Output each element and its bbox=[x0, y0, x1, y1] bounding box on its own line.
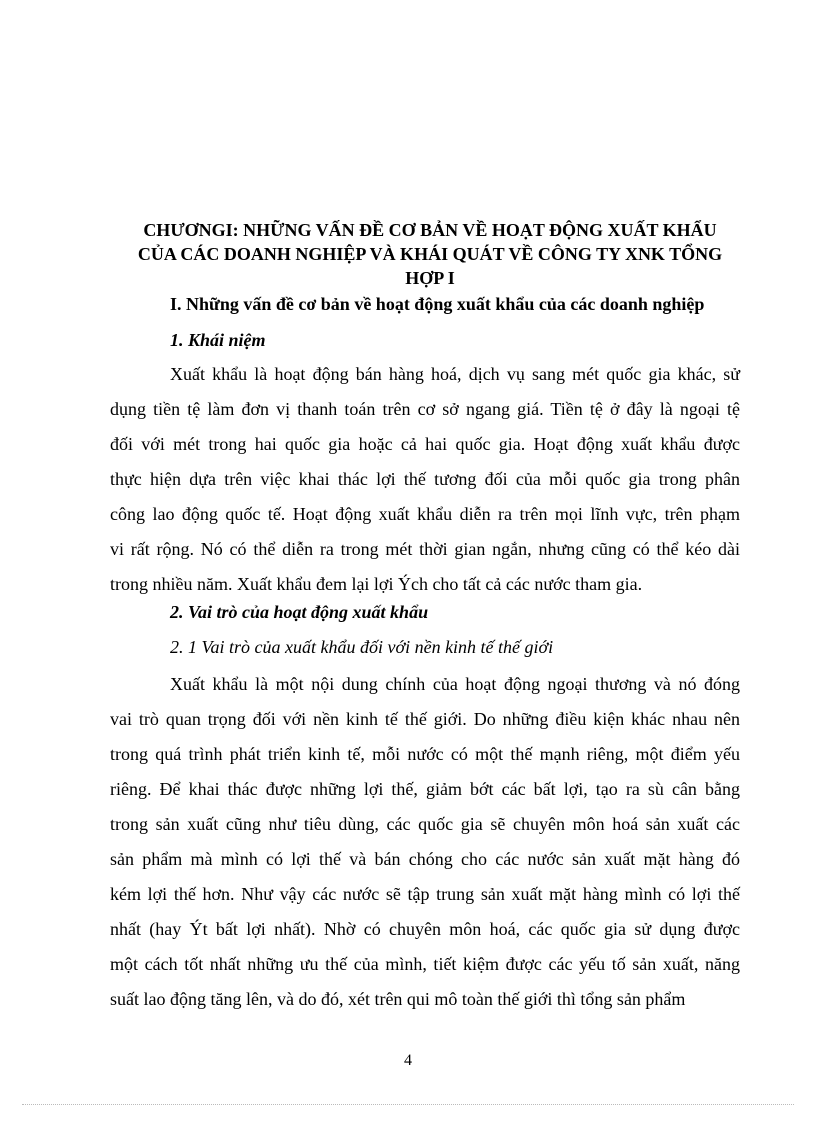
paragraph-line: đối với mét trong hai quốc gia hoặc cả hai quốc gia. Hoạt động xuất khẩu được bbox=[110, 434, 740, 454]
paragraph-line: dụng tiền tệ làm đơn vị thanh toán trên cơ sở ngang giá. Tiền tệ ở đây là ngoại tệ bbox=[110, 399, 740, 419]
paragraph-line: sản phẩm mà mình có lợi thế và bán chóng cho các nước sản xuất mặt hàng đó bbox=[110, 849, 740, 869]
section-1-heading: I. Những vấn đề cơ bản về hoạt động xuất khẩu của các doanh nghiệp bbox=[170, 294, 705, 314]
chapter-title-line: CỦA CÁC DOANH NGHIỆP VÀ KHÁI QUÁT VỀ CÔNG TY XNK TỔNG bbox=[137, 244, 723, 264]
paragraph-line: vi rất rộng. Nó có thể diễn ra trong mét thời gian ngắn, nhưng cũng có thể kéo dài bbox=[110, 539, 740, 559]
paragraph-line: kém lợi thế hơn. Như vậy các nước sẽ tập trung sản xuất mặt hàng mình có lợi thế bbox=[110, 884, 740, 904]
paragraph-line: Xuất khẩu là một nội dung chính của hoạt động ngoại thương và nó đóng bbox=[170, 674, 740, 694]
chapter-title bbox=[110, 218, 750, 290]
paragraph-line: vai trò quan trọng đối với nền kinh tế thế giới. Do những điều kiện khác nhau nên bbox=[110, 709, 740, 729]
paragraph-line: thực hiện dựa trên việc khai thác lợi thế tương đối của mỗi quốc gia trong phân bbox=[110, 469, 740, 489]
paragraph-line: suất lao động tăng lên, và do đó, xét trên qui mô toàn thế giới thì tổng sản phẩm bbox=[110, 989, 686, 1009]
paragraph-line: nhất (hay Ýt bất lợi nhất). Nhờ có chuyên môn hoá, các quốc gia sử dụng được bbox=[110, 919, 740, 939]
paragraph-line: trong quá trình phát triển kinh tế, mỗi nước có một thế mạnh riêng, một điểm yếu bbox=[110, 744, 740, 764]
paragraph-line: Xuất khẩu là hoạt động bán hàng hoá, dịch vụ sang mét quốc gia khác, sử bbox=[170, 364, 740, 384]
paragraph-line: riêng. Để khai thác được những lợi thế, giảm bớt các bất lợi, tạo ra sù cân bằng bbox=[110, 779, 740, 799]
subsection-2-heading: 2. Vai trò của hoạt động xuất khẩu bbox=[170, 602, 429, 622]
subsection-1-heading: 1. Khái niệm bbox=[170, 330, 266, 350]
paragraph-1 bbox=[110, 357, 740, 602]
page-number: 4 bbox=[404, 1052, 412, 1069]
paragraph-line: trong sản xuất cũng như tiêu dùng, các quốc gia sẽ chuyên môn hoá sản xuất các bbox=[110, 814, 740, 834]
chapter-title-line: CHƯƠNGI: NHỮNG VẤN ĐỀ CƠ BẢN VỀ HOẠT ĐỘNG XUẤT KHẨU bbox=[143, 220, 717, 240]
page-bottom-divider bbox=[22, 1104, 794, 1105]
paragraph-line: trong nhiều năm. Xuất khẩu đem lại lợi Ých cho tất cả các nước tham gia. bbox=[110, 574, 643, 594]
paragraph-line: một cách tốt nhất những ưu thế của mình, tiết kiệm được các yếu tố sản xuất, năng bbox=[110, 954, 740, 974]
paragraph-line: công lao động quốc tế. Hoạt động xuất khẩu diễn ra trên mọi lĩnh vực, trên phạm bbox=[110, 504, 740, 524]
subsection-2-1-heading: 2. 1 Vai trò của xuất khẩu đối với nền kinh tế thế giới bbox=[170, 637, 554, 657]
chapter-title-line: HỢP I bbox=[405, 268, 455, 288]
paragraph-2 bbox=[110, 667, 740, 1017]
